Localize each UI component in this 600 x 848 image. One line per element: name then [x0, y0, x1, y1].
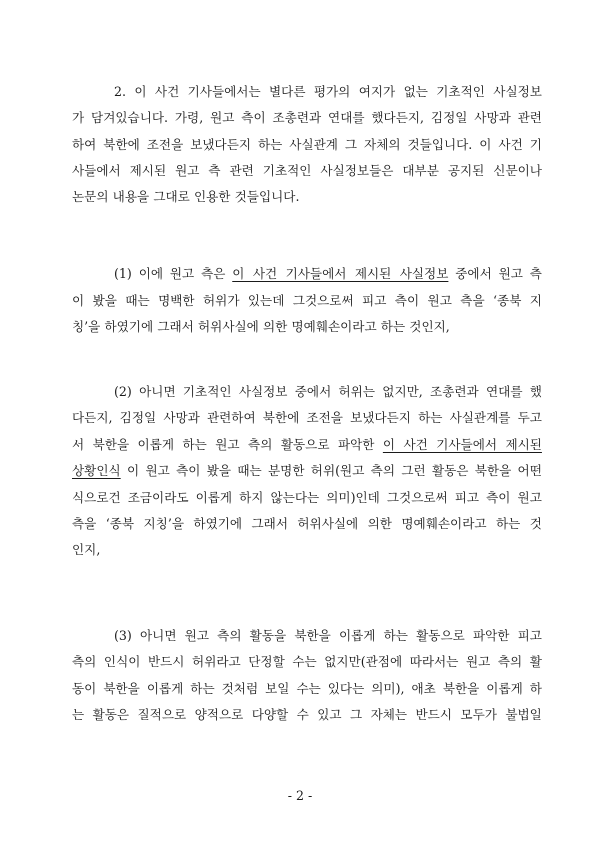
underlined-phrase: 이 사건 기사들에서 제시된 — [382, 436, 542, 452]
text-line: 칭’을 하였기에 그래서 허위사실에 의한 명예훼손이라고 하는 것인지, — [72, 319, 450, 334]
text-line: 는 활동은 질적으로 양적으로 다양할 수 있고 그 자체는 반드시 모두가 불법일 — [72, 706, 542, 722]
text-line: 측의 인식이 반드시 허위라고 단정할 수는 없지만(관점에 따라서는 원고 측의 활 — [72, 654, 542, 670]
text-line: (2) 아니면 기초적인 사실정보 중에서 허위는 없지만, 조총련과 연대를 했 — [114, 384, 542, 399]
text-line: 서 북한을 이롭게 하는 원고 측의 활동으로 파악한 이 사건 기사들에서 제시된 — [72, 436, 542, 452]
text-line: 인지, — [72, 542, 101, 558]
text-line: 측을 ‘종북 지칭’을 하였기에 그래서 허위사실에 의한 명예훼손이라고 하는 것 — [72, 516, 542, 531]
text-line: 하여 북한에 조전을 보냈다든지 하는 사실관계 그 자체의 것들입니다. 이 사건 기 — [72, 136, 542, 152]
text-line: 사들에서 제시된 원고 측 관련 기초적인 사실정보들은 대부분 공지된 신문이나 — [72, 162, 542, 178]
text-line: (3) 아니면 원고 측의 활동을 북한을 이롭게 하는 활동으로 파악한 피고 — [114, 628, 542, 643]
underlined-phrase: 상황인식 — [72, 463, 121, 479]
text-line: 가 담겨있습니다. 가령, 원고 측이 조총련과 연대를 했다든지, 김정일 사망과 관련 — [72, 110, 542, 126]
text-line: 2. 이 사건 기사들에서는 별다른 평가의 여지가 없는 기초적인 사실정보 — [114, 84, 542, 99]
text-line: 식으로건 조금이라도 이롭게 하지 않는다는 의미)인데 그것으로써 피고 측이 원고 — [72, 489, 542, 505]
text-line: 상황인식 이 원고 측이 봤을 때는 분명한 허위(원고 측의 그런 활동은 북한을 어떤 — [72, 463, 542, 479]
underlined-phrase: 이 사건 기사들에서 제시된 사실정보 — [232, 266, 449, 281]
text-line: 논문의 내용을 그대로 인용한 것들입니다. — [72, 189, 300, 205]
text-line: 동이 북한을 이롭게 하는 것처럼 보일 수는 있다는 의미), 애초 북한을 이롭게 하 — [72, 680, 542, 696]
text-line: 이 봤을 때는 명백한 허위가 있는데 그것으로써 피고 측이 원고 측을 ‘종북 지 — [72, 292, 542, 308]
page-number: - 2 - — [287, 788, 313, 803]
text-line: (1) 이에 원고 측은 이 사건 기사들에서 제시된 사실정보 중에서 원고 측 — [114, 266, 542, 281]
text-line: 다든지, 김정일 사망과 관련하여 북한에 조전을 보냈다든지 하는 사실관계를 두고 — [72, 410, 542, 426]
